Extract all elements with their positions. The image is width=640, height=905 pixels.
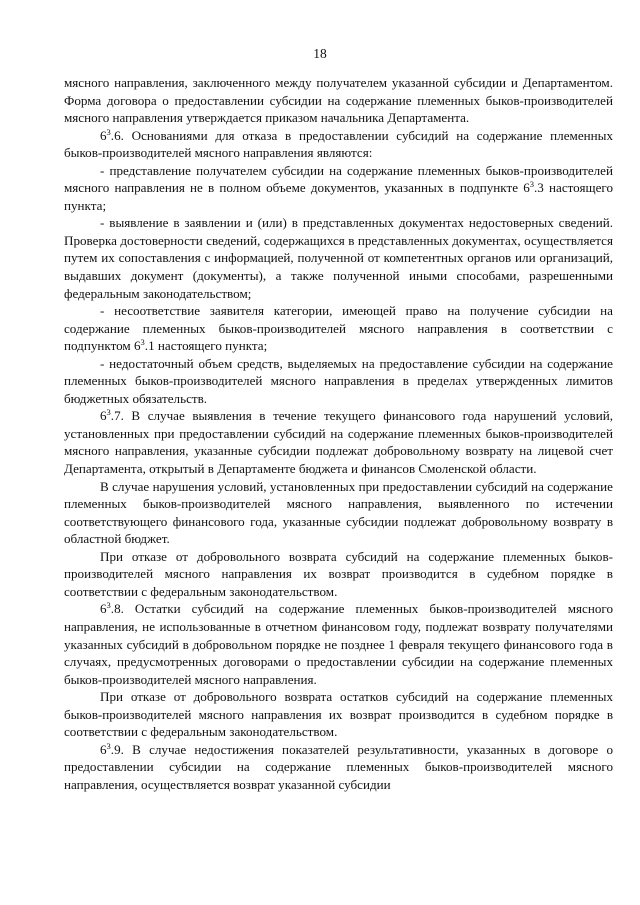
- clause-6-3-6: $6^3.6$. Основаниями для отказа в предоставлении субсидий на содержание племенных быков-производителей мясного направления являются:: [64, 126, 613, 161]
- paragraph-refusal-remainder-return: При отказе от добровольного возврата остатков субсидий на содержание племенных быков-производителей мясного направления их возврат производится в судебном порядке в соответствии с федеральным законодательством.: [64, 689, 613, 740]
- list-item-insufficient-funds: - недостаточный объем средств, выделяемых на предоставление субсидии на содержание племенных быков-производителей мясного направления в пределах утвержденных лимитов бюджетных обязательств.: [64, 355, 613, 406]
- paragraph-violation-after-year: В случае нарушения условий, установленных при предоставлении субсидий на содержание племенных быков-производителей мясного направления, выявленного по истечении соответствующего финансового года, указанные субсидии подлежат добровольному возврату в областной бюджет.: [64, 478, 613, 547]
- list-item-false-information: - выявление в заявлении и (или) в представленных документах недостоверных сведений. Проверка достоверности сведений, содержащихся в представленных документах, осуществляется путем их сопоставления с информацией, полученной от компетентных органов или организаций, выдавших документ (документы), а также полученной иными способами, разрешенными федеральным законодательством;: [64, 215, 613, 301]
- paragraph-continuation: мясного направления, заключенного между получателем указанной субсидии и Департаментом. Форма договора о предоставлении субсидии на содержание племенных быков-производителей мясного направления утверждается приказом начальника Департамента.: [64, 75, 613, 126]
- paragraph-refusal-return: При отказе от добровольного возврата субсидий на содержание племенных быков-производителей мясного направления их возврат производится в судебном порядке в соответствии с федеральным законодательством.: [64, 548, 613, 599]
- clause-6-3-7: $6^3.7$. В случае выявления в течение текущего финансового года нарушений условий, установленных при предоставлении субсидий на содержание племенных быков-производителей мясного направления, указанные субсидии подлежат добровольному возврату на лицевой счет Департамента, открытый в Департаменте бюджета и финансов Смоленской области.: [64, 407, 613, 477]
- document-body: [64, 74, 613, 793]
- list-item-category-mismatch: - несоответствие заявителя категории, имеющей право на получение субсидии на содержание племенных быков-производителей мясного направления в соответствии с подпунктом $6^3.1$ настоящего пункта;: [64, 303, 613, 354]
- clause-6-3-9: $6^3.9$. В случае недостижения показателей результативности, указанных в договоре о предоставлении субсидии на содержание племенных быков-производителей мясного направления, осуществляется возврат указанной субсидии: [64, 740, 613, 792]
- page-number: 18: [313, 46, 327, 61]
- list-item-incomplete-documents: - представление получателем субсидии на содержание племенных быков-производителей мясного направления не в полном объеме документов, указанных в подпункте $6^3.3$ настоящего пункта;: [64, 162, 613, 213]
- clause-6-3-8: $6^3.8$. Остатки субсидий на содержание племенных быков-производителей мясного направления, не использованные в отчетном финансовом году, подлежат возврату получателями указанных субсидий в добровольном порядке не позднее 1 февраля текущего финансового года в случаях, предусмотренных договорами о предоставлении субсидии на содержание племенных быков-производителей мясного направления.: [64, 600, 613, 687]
